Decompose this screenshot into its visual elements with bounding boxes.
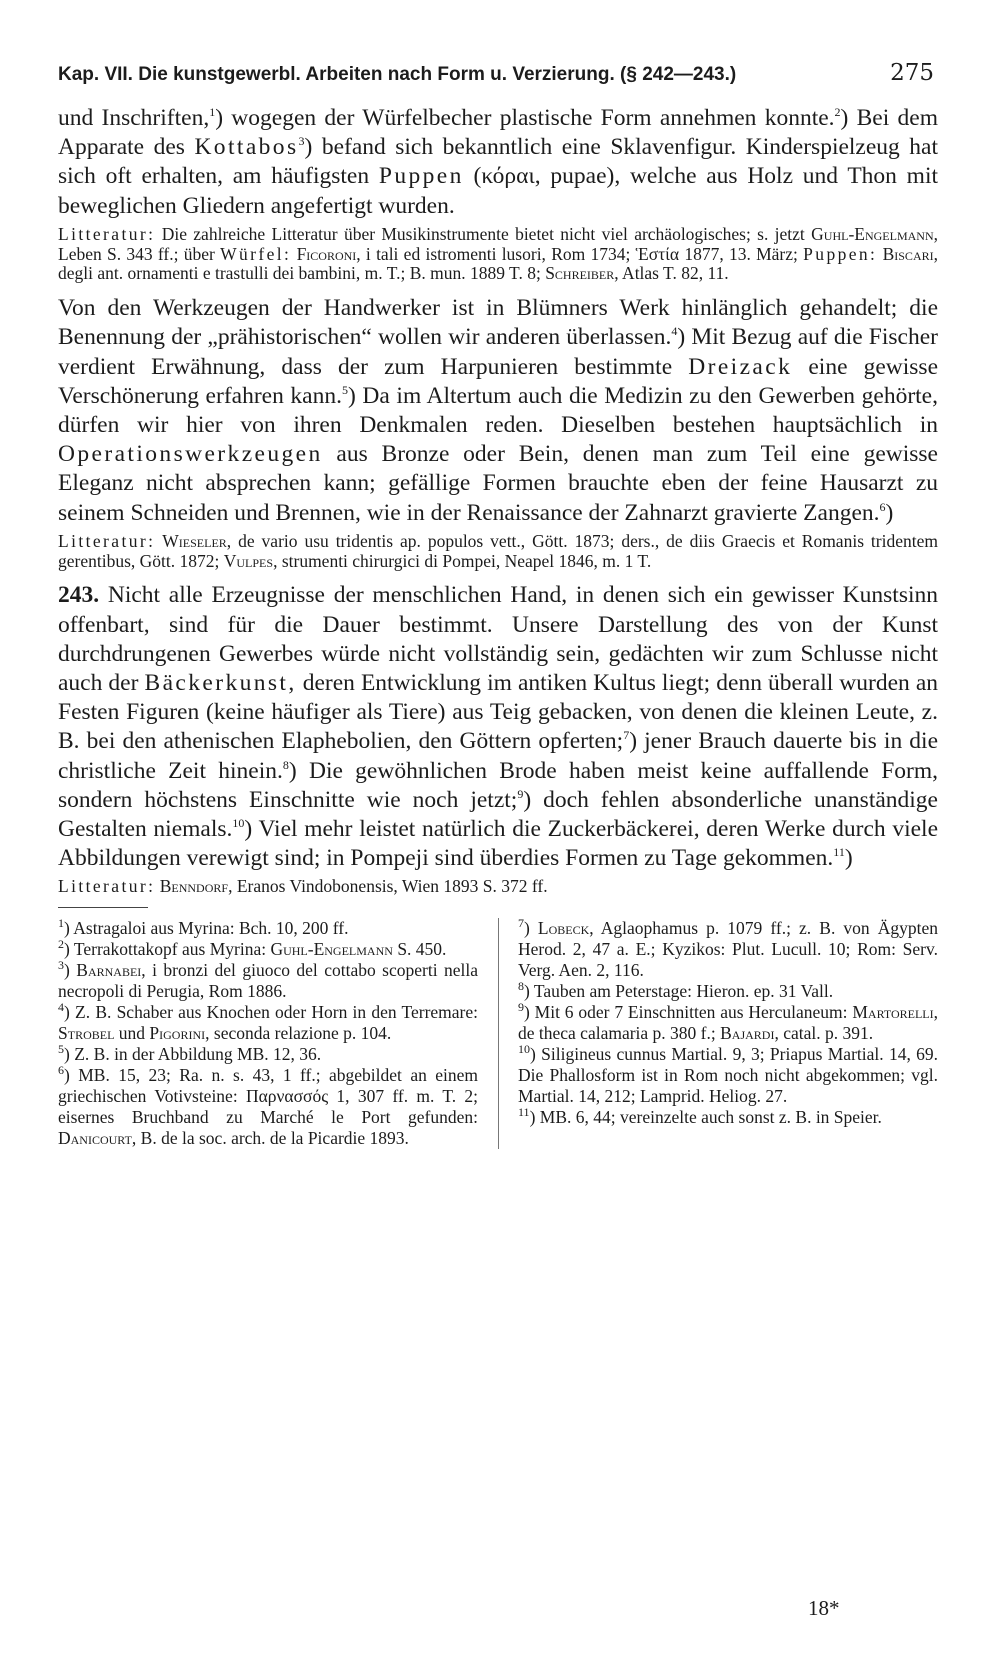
footnote-6: $^6$) MB. 15, 23; Ra. n. s. 43, 1 ff.; abgebildet an einem griechischen Votivsteine: Παρνασσός 1, 307 ff. m. T. 2; eisernes Bruchband zu Marché le Port gefunden: Danicourt, B. de la soc. arch. de la Picardie 1893. [58, 1063, 478, 1149]
paragraph-section-243: 243. Nicht alle Erzeugnisse der menschlichen Hand, in denen sich ein gewisser Kunstsinn offenbart, sind für die Dauer bestimmt. Unsere Darstellung des von der Kunst durchdrungenen Gewerbes würde nicht vollständig sein, gedächten wir zum Schlusse nicht auch der Bäckerkunst, deren Entwicklung im antiken Kultus liegt; denn überall wurden an Festen Figuren (keine häufiger als Tiere) aus Teig gebacken, von denen die kleinen Leute, z. B. bei den athenischen Elaphebolien, den Göttern opferten;$^7$) jener Brauch dauerte bis in die christliche Zeit hinein.$^8$) Die gewöhnlichen Brode haben meist keine auffallende Form, sondern höchstens Einschnitte wie noch jetzt;$^9$) doch fehlen absonderliche unanständige Gestalten niemals.$^{10}$) Viel mehr leistet natürlich die Zuckerbäckerei, deren Werke durch viele Abbildungen verewigt sind; in Pompeji sind überdies Formen zu Tage gekommen.$^{11}$) [58, 582, 939, 872]
paragraph-toys: und Inschriften,$^1$) wogegen der Würfelbecher plastische Form annehmen konnte.$^2$) Bei dem Apparate des Kottabos$^3$) befand sich bekanntlich eine Sklavenfigur. Kinderspielzeug hat sich oft erhalten, am häufigsten Puppen (κόραι, pupae), welche aus Holz und Thon mit beweglichen Gliedern angefertigt wurden. [58, 105, 939, 219]
footnote-7: $^7$) Lobeck, Aglaophamus p. 1079 ff.; z. B. von Ägypten Herod. 2, 47 a. E.; Kyzikos: Plut. Lucull. 10; Rom: Serv. Verg. Aen. 2, 116. [518, 916, 939, 981]
paragraph-tools: Von den Werkzeugen der Handwerker ist in Blümners Werk hinlänglich gehandelt; die Benennung der „prähistorischen“ wollen wir anderen überlassen.$^4$) Mit Bezug auf die Fischer verdient Erwähnung, dass der zum Harpunieren bestimmte Dreizack eine gewisse Verschönerung erfahren kann.$^5$) Da im Altertum auch die Medizin zu den Gewerben gehörte, dürfen wir hier von ihren Denkmalen reden. Dieselben bestehen hauptsächlich in Operationswerkzeugen aus Bronze oder Bein, denen man zum Teil eine gewisse Eleganz nicht absprechen kann; gefällige Formen brauchte eben der feine Hausarzt zu seinem Schneiden und Brennen, wie in der Renaissance der Zahnarzt gravierte Zangen.$^6$) [58, 295, 939, 526]
column-divider [498, 918, 499, 1149]
footnote-ref: 8 [282, 757, 289, 772]
footnote-ref: 2 [834, 105, 841, 120]
footnote-9: $^9$) Mit 6 oder 7 Einschnitten aus Herculaneum: Martorelli, de theca calamaria p. 380 f.; Bajardi, catal. p. 391. [518, 1000, 939, 1044]
signature-mark: 18* [808, 1596, 840, 1620]
footnote-4: $^4$) Z. B. Schaber aus Knochen oder Horn in den Terremare: Strobel und Pigorini, seconda relazione p. 104. [58, 1000, 479, 1044]
footnote-ref: 6 [879, 499, 886, 514]
footnote-ref: 10 [232, 816, 245, 831]
section-number: 243. [58, 582, 100, 609]
footnote-ref: 9 [517, 787, 524, 802]
footnote-ref: 1 [209, 105, 216, 120]
page-number: 275 [890, 60, 934, 86]
footnote-10: $^{10}$) Siligineus cunnus Martial. 9, 3; Priapus Martial. 14, 69. Die Phallosform ist in Rom noch nicht abgekommen; vgl. Martial. 14, 212; Lamprid. Heliog. 27. [518, 1042, 939, 1107]
book-page [58, 60, 938, 1149]
footnote-1: $^1$) Astragaloi aus Myrina: Bch. 10, 200 ff. [58, 916, 349, 939]
footnote-3: $^3$) Barnabei, i bronzi del giuoco del cottabo scoperti nella necropoli di Perugia, Rom 1886. [58, 958, 479, 1002]
literature-note: Litteratur: Die zahlreiche Litteratur über Musikinstrumente bietet nicht viel archäologisches; s. jetzt Guhl-Engelmann, Leben S. 343 ff.; über Würfel: Ficoroni, i tali ed istromenti lusori, Rom 1734; Ἑστία 1877, 13. März; Puppen: Biscari, degli ant. ornamenti e trastulli dei bambini, m. T.; B. mun. 1889 T. 8; Schreiber, Atlas T. 82, 11. [58, 223, 939, 284]
footnote-separator [58, 907, 148, 908]
footnotes-left-column [58, 918, 478, 1149]
footnote-11: $^{11}$) MB. 6, 44; vereinzelte auch sonst z. B. in Speier. [518, 1105, 882, 1128]
literature-note: Litteratur: Wieseler, de vario usu tridentis ap. populos vett., Gött. 1873; ders., de diis Graecis et Romanis tridentem gerentibus, Gött. 1872; Vulpes, strumenti chirurgici di Pompei, Neapel 1846, m. 1 T. [58, 530, 938, 571]
footnotes-right-column [518, 918, 938, 1149]
footnote-ref: 11 [833, 845, 845, 860]
footnote-5: $^5$) Z. B. in der Abbildung MB. 12, 36. [58, 1042, 322, 1065]
running-header [58, 60, 938, 96]
running-title: Kap. VII. Die kunstgewerbl. Arbeiten nach Form u. Verzierung. (§ 242—243.) [58, 64, 737, 85]
footnote-2: $^2$) Terrakottakopf aus Myrina: Guhl-Engelmann S. 450. [58, 937, 447, 960]
footnotes [58, 918, 938, 1149]
footnote-8: $^8$) Tauben am Peterstage: Hieron. ep. 31 Vall. [518, 979, 834, 1002]
footnote-ref: 4 [671, 324, 678, 339]
footnote-ref: 5 [341, 382, 348, 397]
footnote-ref: 7 [623, 728, 630, 743]
footnote-ref: 3 [298, 134, 305, 149]
literature-note: Litteratur: Benndorf, Eranos Vindobonensis, Wien 1893 S. 372 ff. [58, 876, 548, 897]
